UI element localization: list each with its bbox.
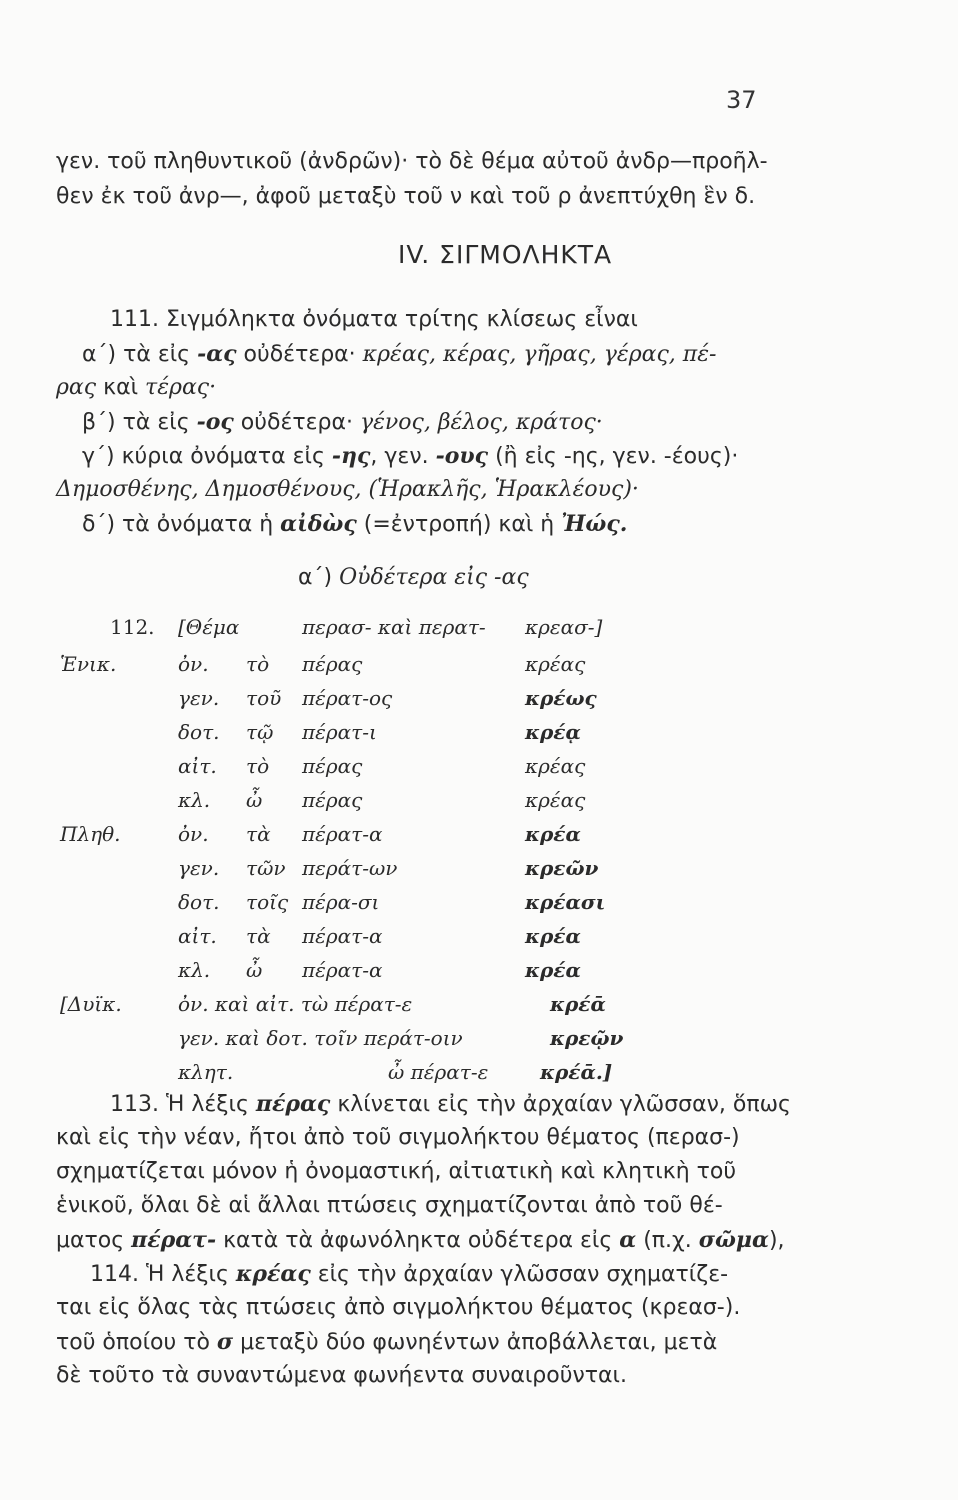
- kreas-form: κρέας: [525, 788, 586, 812]
- p111-line-6: [56, 476, 639, 504]
- p111-text: , γεν.: [370, 444, 436, 469]
- kreas-form: κρεῶν: [525, 856, 599, 880]
- p112-number: 112.: [110, 615, 155, 639]
- p111-line-4: [82, 408, 603, 437]
- p112-theme-label: [Θέμα: [178, 615, 240, 639]
- p114-line-3: [56, 1328, 717, 1357]
- kreas-form: κρέασι: [525, 890, 606, 914]
- p113-text: κλίνεται εἰς τὴν ἀρχαίαν γλῶσσαν, ὅπως: [330, 1092, 791, 1117]
- p111-line-5: [82, 442, 738, 471]
- p114-text: τοῦ ὁποίου τὸ: [56, 1330, 217, 1355]
- subheading-label: α΄): [298, 565, 340, 590]
- peras-form: πέρα-σι: [302, 890, 380, 914]
- article: τὰ: [246, 822, 271, 846]
- p111-text: οὐδέτερα·: [236, 342, 363, 367]
- p111-ending: -ους: [435, 443, 489, 469]
- peras-form: περάτ-ων: [302, 856, 398, 880]
- p113-word: α: [619, 1227, 637, 1253]
- p111-examples: τέρας·: [145, 375, 217, 400]
- peras-form: πέρατ-ος: [302, 686, 393, 710]
- kreas-dual-form: κρέᾱ.]: [540, 1060, 613, 1084]
- p113-text: (π.χ.: [636, 1228, 699, 1253]
- p111-ending: -ος: [196, 409, 234, 435]
- kreas-form: κρέα: [525, 822, 581, 846]
- intro-line-1: γεν. τοῦ πληθυντικοῦ (ἀνδρῶν)· τὸ δὲ θέμα αὐτοῦ ἀνδρ—προῆλ-: [56, 149, 768, 174]
- peras-form: πέρατ-α: [302, 958, 383, 982]
- article: ὦ: [246, 788, 263, 812]
- article: τῶν: [246, 856, 286, 880]
- peras-form: πέρας: [302, 652, 363, 676]
- dual-case: ὦ πέρατ-ε: [388, 1060, 489, 1084]
- article: τὰ: [246, 924, 271, 948]
- p111-line-3: [56, 374, 216, 402]
- p112-theme-text-2: κρεασ-]: [525, 615, 603, 639]
- p111-examples: , Δημοσθένους, (: [191, 477, 378, 502]
- p114-line-4: δὲ τοῦτο τὰ συναντώμενα φωνήεντα συναιροῦνται.: [56, 1363, 627, 1388]
- group-label: Ἑνικ.: [60, 652, 117, 676]
- group-label: Πληθ.: [60, 822, 121, 846]
- p111-line-2: [82, 340, 717, 369]
- p111-examples: ρας: [56, 375, 97, 400]
- kreas-form: κρέα: [525, 924, 581, 948]
- p111-examples: Δημοσθένης: [56, 477, 192, 502]
- p113-line-4: ἑνικοῦ, ὅλαι δὲ αἱ ἄλλαι πτώσεις σχηματίζονται ἀπὸ τοῦ θέ-: [56, 1193, 723, 1218]
- subheading: [298, 565, 529, 590]
- case-label: γεν.: [178, 686, 220, 710]
- p114-line-1: [90, 1260, 728, 1289]
- p114-text: μεταξὺ δύο φωνηέντων ἀποβάλλεται, μετὰ: [233, 1330, 718, 1355]
- p111-ending: -ας: [197, 341, 237, 367]
- p111-ending: -ης: [331, 443, 371, 469]
- case-label: δοτ.: [178, 720, 220, 744]
- p112-theme-text: περασ- καὶ περατ-: [302, 615, 486, 639]
- p113-text: ματος: [56, 1228, 132, 1253]
- subheading-text: Οὐδέτερα εἰς -ας: [339, 565, 529, 590]
- p111-text: οὐδέτερα·: [233, 410, 360, 435]
- p111-text: καὶ: [96, 375, 146, 400]
- kreas-form: κρέας: [525, 652, 586, 676]
- case-label: ὀν.: [178, 822, 209, 846]
- section-heading: IV. ΣΙΓΜΟΛΗΚΤΑ: [398, 240, 613, 269]
- p114-line-2: ται εἰς ὅλας τὰς πτώσεις ἀπὸ σιγμολήκτου θέματος (κρεασ-).: [56, 1295, 741, 1320]
- p113-text: κατὰ τὰ ἀφωνόληκτα οὐδέτερα εἰς: [216, 1228, 620, 1253]
- case-label: αἰτ.: [178, 924, 217, 948]
- p111-examples: αἰδὼς: [280, 511, 357, 537]
- kreas-dual-form: κρέᾱ: [550, 992, 606, 1016]
- p114-word: σ: [216, 1329, 234, 1355]
- p113-text: ),: [768, 1228, 785, 1253]
- p111-examples: Ἡρακλῆς: [377, 477, 481, 502]
- p111-examples: , Ἡρακλέους)·: [480, 477, 639, 502]
- p114-word: κρέας: [235, 1261, 311, 1287]
- p111-examples: Ἠώς.: [561, 511, 628, 537]
- dual-case: κλητ.: [178, 1060, 234, 1084]
- dual-case: γεν. καὶ δοτ. τοῖν περάτ-οιν: [178, 1026, 463, 1050]
- case-label: κλ.: [178, 958, 211, 982]
- article: τοῖς: [246, 890, 289, 914]
- p111-text: (=ἐντροπή) καὶ ἡ: [356, 512, 562, 537]
- p113-text: 113. Ἡ λέξις: [110, 1092, 256, 1117]
- article: τοῦ: [246, 686, 282, 710]
- kreas-form: κρέᾳ: [525, 720, 581, 744]
- p113-word: σῶμα: [698, 1227, 769, 1253]
- p111-line-7: [82, 510, 627, 539]
- intro-line-2: θεν ἐκ τοῦ ἀνρ—, ἀφοῦ μεταξὺ τοῦ ν καὶ τοῦ ρ ἀνεπτύχθη ἓν δ.: [56, 184, 756, 209]
- case-label: κλ.: [178, 788, 211, 812]
- article: ὦ: [246, 958, 263, 982]
- case-label: γεν.: [178, 856, 220, 880]
- group-label: [Δυϊκ.: [60, 992, 122, 1016]
- p111-text: δ΄) τὰ ὀνόματα ἡ: [82, 512, 281, 537]
- p111-text: γ΄) κύρια ὀνόματα εἰς: [82, 444, 332, 469]
- article: τῷ: [246, 720, 274, 744]
- case-label: ὀν.: [178, 652, 209, 676]
- p111-text: α΄) τὰ εἰς: [82, 342, 198, 367]
- p113-word: πέρατ-: [131, 1227, 217, 1253]
- p113-line-2: καὶ εἰς τὴν νέαν, ἤτοι ἀπὸ τοῦ σιγμολήκτου θέματος (περασ-): [56, 1125, 740, 1150]
- kreas-dual-form: κρεῷν: [550, 1026, 624, 1050]
- p111-text: β΄) τὰ εἰς: [82, 410, 197, 435]
- p111-examples: κρέας, κέρας, γῆρας, γέρας, πέ-: [362, 342, 717, 367]
- p111-line-1: 111. Σιγμόληκτα ὀνόματα τρίτης κλίσεως εἶναι: [110, 307, 638, 332]
- kreas-form: κρέως: [525, 686, 597, 710]
- p113-word: πέρας: [255, 1091, 331, 1117]
- article: τὸ: [246, 652, 270, 676]
- p111-text: (ἢ εἰς -ης, γεν. -έους)·: [488, 444, 739, 469]
- p113-line-5: [56, 1226, 785, 1255]
- p114-text: 114. Ἡ λέξις: [90, 1262, 236, 1287]
- article: τὸ: [246, 754, 270, 778]
- p113-line-3: σχηματίζεται μόνον ἡ ὀνομαστική, αἰτιατικὴ καὶ κλητικὴ τοῦ: [56, 1159, 737, 1184]
- case-label: δοτ.: [178, 890, 220, 914]
- peras-form: πέρατ-α: [302, 822, 383, 846]
- page-number: 37: [726, 86, 757, 114]
- peras-form: πέρας: [302, 788, 363, 812]
- p113-line-1: [110, 1090, 791, 1119]
- peras-form: πέρας: [302, 754, 363, 778]
- case-label: αἰτ.: [178, 754, 217, 778]
- p114-text: εἰς τὴν ἀρχαίαν γλῶσσαν σχηματίζε-: [310, 1262, 729, 1287]
- peras-form: πέρατ-α: [302, 924, 383, 948]
- p111-examples: γένος, βέλος, κράτος·: [359, 410, 603, 435]
- peras-form: πέρατ-ι: [302, 720, 377, 744]
- kreas-form: κρέα: [525, 958, 581, 982]
- dual-case: ὀν. καὶ αἰτ. τὼ πέρατ-ε: [178, 992, 413, 1016]
- kreas-form: κρέας: [525, 754, 586, 778]
